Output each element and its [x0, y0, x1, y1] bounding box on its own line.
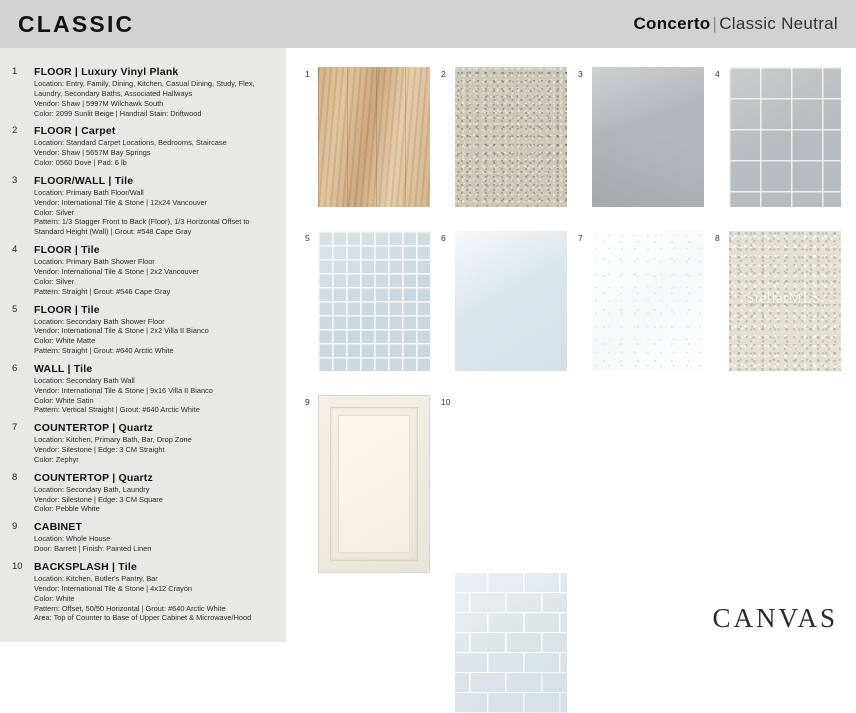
swatch-number-5: 5 — [305, 233, 310, 243]
swatch-image-tile-2x2-villa-ii-bianco[interactable] — [318, 231, 430, 371]
legend-line: Color: Pebble White — [34, 504, 100, 514]
swatch-number-8: 8 — [715, 233, 720, 243]
legend-details — [34, 376, 276, 415]
swatch-number-2: 2 — [441, 69, 446, 79]
legend-line: Vendor: Silestone | Edge: 3 CM Square — [34, 494, 163, 504]
legend-title: FLOOR | Tile — [34, 244, 100, 257]
list-item — [12, 422, 276, 465]
list-item — [12, 244, 276, 296]
legend-details — [34, 435, 276, 465]
legend-line: Door: Barrett | Finish: Painted Linen — [34, 544, 152, 554]
swatch-number-4: 4 — [715, 69, 720, 79]
swatch-number-1: 1 — [305, 69, 310, 79]
legend-details — [34, 574, 276, 623]
page-header — [0, 0, 856, 48]
legend-number: 3 — [12, 174, 18, 186]
legend-line: Location: Kitchen, Butler's Pantry, Bar — [34, 574, 158, 583]
legend-line: Pattern: 1/3 Stagger Front to Back (Floor), 1/3 Horizontal Offset to — [34, 217, 250, 227]
legend-line: Vendor: International Tile & Stone | 12x24 Vancouver — [34, 197, 208, 207]
legend-details — [34, 485, 276, 515]
watermark-text: StellarMLS — [746, 291, 821, 307]
legend-details — [34, 188, 276, 237]
legend-line: Location: Secondary Bath, Laundry — [34, 484, 150, 494]
legend-title: FLOOR/WALL | Tile — [34, 174, 134, 187]
legend-details — [34, 257, 276, 296]
legend-line: Location: Primary Bath Shower Floor — [34, 257, 155, 267]
list-item — [12, 561, 276, 623]
legend-line: Color: 0560 Dove | Pad: 6 lb — [34, 158, 127, 168]
legend-line: Vendor: Silestone | Edge: 3 CM Straight — [34, 445, 165, 455]
legend-line: Vendor: Shaw | 5997M Wilchawk South — [34, 98, 164, 108]
legend-details — [34, 79, 276, 118]
legend-line: Standard Height (Wall) | Grout: #548 Cape Gray — [34, 227, 192, 237]
list-item — [12, 472, 276, 515]
swatch-number-3: 3 — [578, 69, 583, 79]
legend-line: Pattern: Offset, 50/50 Horizontal | Grout: #640 Arctic White — [34, 603, 226, 613]
page-title: CLASSIC — [18, 10, 135, 37]
legend-title: WALL | Tile — [34, 362, 93, 375]
swatch-image-luxury-vinyl-plank[interactable] — [318, 67, 430, 207]
legend-line: Vendor: Shaw | 5657M Bay Springs — [34, 148, 151, 158]
legend-details — [34, 317, 276, 356]
legend-line: Pattern: Vertical Straight | Grout: #640 Arctic White — [34, 405, 200, 415]
swatch-image-quartz-pebble-white[interactable] — [729, 231, 841, 371]
swatch-number-9: 9 — [305, 397, 310, 407]
swatch-image-tile-12x24-vancouver[interactable] — [592, 67, 704, 207]
legend-number: 10 — [12, 561, 23, 572]
legend-line: Vendor: International Tile & Stone | 2x2 Villa II Bianco — [34, 326, 209, 336]
legend-line: Vendor: International Tile & Stone | 2x2 Vancouver — [34, 266, 199, 276]
legend-number: 4 — [12, 244, 18, 256]
list-item — [12, 363, 276, 415]
legend-line: Location: Kitchen, Primary Bath, Bar, Drop Zone — [34, 435, 192, 445]
legend-line: Color: White Matte — [34, 336, 96, 346]
swatch-image-cabinet-barrett-painted-linen[interactable] — [318, 395, 430, 573]
legend-title: FLOOR | Luxury Vinyl Plank — [34, 66, 179, 78]
legend-line: Pattern: Straight | Grout: #546 Cape Gray — [34, 286, 171, 296]
collection-title — [633, 14, 838, 34]
legend-line: Vendor: International Tile & Stone | 4x12 Crayon — [34, 583, 193, 593]
legend-line: Location: Entry, Family, Dining, Kitchen, Casual Dining, Study, Flex, — [34, 79, 255, 88]
legend-line: Location: Primary Bath Floor/Wall — [34, 187, 144, 197]
swatch-number-7: 7 — [578, 233, 583, 243]
canvas-logo: CANVAS — [712, 603, 838, 633]
legend-line: Area: Top of Counter to Base of Upper Cabinet & Microwave/Hood — [34, 613, 252, 623]
legend-number: 6 — [12, 362, 18, 374]
legend-number: 2 — [12, 125, 18, 137]
swatch-number-6: 6 — [441, 233, 446, 243]
legend-title: BACKSPLASH | Tile — [34, 561, 137, 573]
legend-line: Location: Secondary Bath Wall — [34, 375, 135, 385]
swatch-image-backsplash-4x12-crayon[interactable] — [455, 573, 567, 713]
swatch-grid — [286, 48, 856, 642]
legend-title: COUNTERTOP | Quartz — [34, 471, 153, 484]
legend-title: FLOOR | Carpet — [34, 125, 116, 138]
subway-gloss-overlay — [455, 573, 567, 713]
swatch-image-quartz-zephyr[interactable] — [592, 231, 704, 371]
title-separator: | — [712, 14, 718, 33]
legend-details — [34, 138, 276, 168]
legend-number: 5 — [12, 303, 18, 315]
legend-title: FLOOR | Tile — [34, 303, 100, 316]
legend-title: CABINET — [34, 521, 83, 534]
swatch-image-tile-2x2-vancouver[interactable] — [729, 67, 841, 207]
legend-title: COUNTERTOP | Quartz — [34, 422, 153, 435]
list-item — [12, 66, 276, 118]
legend-line: Color: 2099 Sunlit Beige | Handrail Stain: Driftwood — [34, 108, 202, 118]
legend-number: 9 — [12, 521, 18, 533]
legend-line: Color: Silver — [34, 207, 75, 217]
list-item — [12, 175, 276, 237]
brand-name: Concerto — [633, 14, 711, 33]
legend-line: Location: Standard Carpet Locations, Bedrooms, Staircase — [34, 138, 227, 148]
legend-panel — [0, 48, 286, 642]
list-item — [12, 125, 276, 168]
legend-line: Vendor: International Tile & Stone | 9x16 Villa II Bianco — [34, 385, 213, 395]
legend-line: Color: Silver — [34, 276, 75, 286]
swatch-image-tile-9x16-villa-ii-bianco[interactable] — [455, 231, 567, 371]
legend-line: Color: White Satin — [34, 395, 94, 405]
legend-details — [34, 534, 276, 554]
legend-line: Color: White — [34, 593, 75, 603]
collection-name: Classic Neutral — [719, 14, 838, 33]
list-item — [12, 304, 276, 356]
cabinet-panel — [338, 415, 410, 553]
legend-line: Location: Whole House — [34, 534, 111, 544]
legend-line: Laundry, Secondary Baths, Associated Hallways — [34, 88, 193, 98]
swatch-image-carpet[interactable] — [455, 67, 567, 207]
legend-number: 1 — [12, 66, 18, 77]
legend-line: Location: Secondary Bath Shower Floor — [34, 316, 165, 326]
swatch-number-10: 10 — [441, 397, 451, 407]
legend-number: 8 — [12, 471, 18, 483]
legend-number: 7 — [12, 422, 18, 434]
legend-line: Pattern: Straight | Grout: #640 Arctic White — [34, 346, 174, 356]
list-item — [12, 521, 276, 554]
legend-line: Color: Zephyr — [34, 454, 79, 464]
